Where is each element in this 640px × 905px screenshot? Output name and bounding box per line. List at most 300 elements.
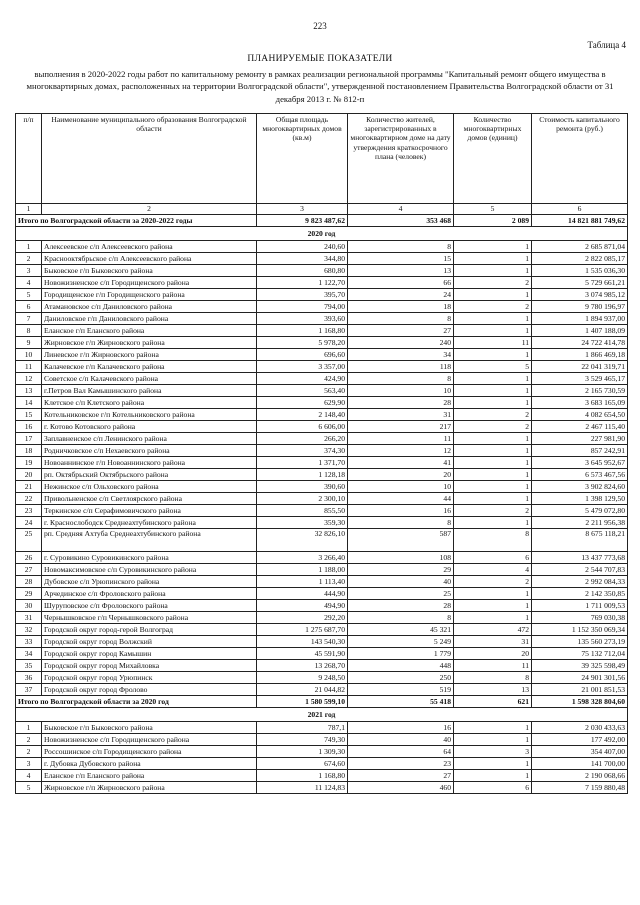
table-row [16,349,628,361]
table-row [16,600,628,612]
cost-value: 5 729 661,21 [532,277,628,289]
houses-value: 2 [454,277,532,289]
area-value: 393,60 [257,313,348,325]
municipality-name: Быковское г/п Быковского района [42,265,257,277]
houses-value: 8 [454,672,532,684]
total-label: Итого по Волгоградской области за 2020 год [16,696,257,708]
residents-value: 31 [348,409,454,421]
cost-value: 769 030,38 [532,612,628,624]
houses-value: 1 [454,433,532,445]
row-number: 20 [16,469,42,481]
total-label: Итого по Волгоградской области за 2020-2022 годы [16,215,257,227]
houses-value: 1 [454,313,532,325]
section-heading-2021 [16,708,628,722]
row-number: 18 [16,445,42,457]
residents-value: 20 [348,469,454,481]
table-row [16,612,628,624]
municipality-name: г. Дубовка Дубовского района [42,758,257,770]
area-value: 13 268,70 [257,660,348,672]
table-label: Таблица 4 [587,40,626,50]
column-number: 4 [348,204,454,215]
area-value: 2 148,40 [257,409,348,421]
row-number: 30 [16,600,42,612]
total-cost: 1 598 328 804,60 [532,696,628,708]
table-row [16,325,628,337]
residents-value: 587 [348,529,454,552]
residents-value: 34 [348,349,454,361]
area-value: 674,60 [257,758,348,770]
row-number: 23 [16,505,42,517]
table-body [16,204,628,794]
area-value: 395,70 [257,289,348,301]
municipality-name: рп. Октябрьский Октябрьского района [42,469,257,481]
table-row [16,517,628,529]
cost-value: 2 165 730,59 [532,385,628,397]
municipality-name: Россошинское с/п Городищенского района [42,746,257,758]
header-cell: Количество жителей, зарегистрированных в многоквартирном доме на дату утверждения краткосрочного плана (человек) [348,114,454,204]
page-number: 223 [313,21,327,31]
table-row [16,373,628,385]
header-cell: Наименование муниципального образования Волгоградской области [42,114,257,204]
houses-value: 1 [454,493,532,505]
houses-value: 2 [454,301,532,313]
area-value: 45 591,90 [257,648,348,660]
houses-value: 1 [454,481,532,493]
houses-value: 1 [454,612,532,624]
houses-value: 6 [454,782,532,794]
header-cell: Общая площадь многоквартирных домов (кв.м) [257,114,348,204]
area-value: 1 113,40 [257,576,348,588]
municipality-name: г. Котово Котовского района [42,421,257,433]
municipality-name: Атамановское с/п Даниловского района [42,301,257,313]
row-number: 19 [16,457,42,469]
municipality-name: Городской округ город Камышин [42,648,257,660]
total-cost: 14 821 881 749,62 [532,215,628,227]
total-residents: 353 468 [348,215,454,227]
area-value: 359,30 [257,517,348,529]
municipality-name: рп. Средняя Ахтуба Среднеахтубинского района [42,529,257,552]
column-number: 2 [42,204,257,215]
total-residents: 55 418 [348,696,454,708]
table-row [16,746,628,758]
area-value: 374,30 [257,445,348,457]
row-number: 2 [16,253,42,265]
houses-value: 20 [454,648,532,660]
municipality-name: г. Краснослободск Среднеахтубинского района [42,517,257,529]
houses-value: 1 [454,445,532,457]
table-row [16,385,628,397]
residents-value: 18 [348,301,454,313]
area-value: 1 188,00 [257,564,348,576]
houses-value: 4 [454,564,532,576]
area-value: 563,40 [257,385,348,397]
row-number: 5 [16,782,42,794]
residents-value: 27 [348,770,454,782]
cost-value: 3 074 985,12 [532,289,628,301]
row-number: 4 [16,770,42,782]
area-value: 3 357,00 [257,361,348,373]
table-row [16,672,628,684]
cost-value: 3 645 952,67 [532,457,628,469]
residents-value: 28 [348,600,454,612]
row-number: 13 [16,385,42,397]
municipality-name: Краснооктябрьское с/п Алексеевского района [42,253,257,265]
municipality-name: Новожизненское с/п Городищенского района [42,277,257,289]
row-number: 3 [16,758,42,770]
municipality-name: Клетское с/п Клетского района [42,397,257,409]
total-houses: 2 089 [454,215,532,227]
municipality-name: Алексеевское с/п Алексеевского района [42,241,257,253]
residents-value: 23 [348,758,454,770]
municipality-name: Городской округ город Михайловка [42,660,257,672]
cost-value: 177 492,00 [532,734,628,746]
cost-value: 3 902 824,60 [532,481,628,493]
row-number: 35 [16,660,42,672]
municipality-name: Теркинское с/п Серафимовичского района [42,505,257,517]
area-value: 240,60 [257,241,348,253]
houses-value: 3 [454,746,532,758]
total-2020-row [16,696,628,708]
row-number: 2 [16,746,42,758]
cost-value: 24 722 414,78 [532,337,628,349]
municipality-name: Быковское г/п Быковского района [42,722,257,734]
area-value: 390,60 [257,481,348,493]
municipality-name: Новожизненское с/п Городищенского района [42,734,257,746]
table-row [16,529,628,552]
cost-value: 2 822 085,17 [532,253,628,265]
municipality-name: Шуруповское с/п Фроловского района [42,600,257,612]
column-number: 1 [16,204,42,215]
residents-value: 448 [348,660,454,672]
cost-value: 5 479 072,80 [532,505,628,517]
municipality-name: Городской округ город Фролово [42,684,257,696]
houses-value: 1 [454,385,532,397]
houses-value: 31 [454,636,532,648]
municipality-name: Советское с/п Калачевского района [42,373,257,385]
houses-value: 1 [454,734,532,746]
houses-value: 5 [454,361,532,373]
municipality-name: Чернышковское г/п Чернышковского района [42,612,257,624]
area-value: 749,30 [257,734,348,746]
houses-value: 2 [454,505,532,517]
row-number: 28 [16,576,42,588]
column-number: 5 [454,204,532,215]
area-value: 494,90 [257,600,348,612]
cost-value: 3 529 465,17 [532,373,628,385]
houses-value: 1 [454,469,532,481]
row-number: 37 [16,684,42,696]
cost-value: 135 560 273,19 [532,636,628,648]
table-row [16,481,628,493]
section-title: 2020 год [16,227,628,241]
cost-value: 2 467 115,40 [532,421,628,433]
cost-value: 7 159 880,48 [532,782,628,794]
table-row [16,684,628,696]
cost-value: 2 544 707,83 [532,564,628,576]
municipality-name: Городищенское г/п Городищенского района [42,289,257,301]
houses-value: 1 [454,600,532,612]
table-row [16,722,628,734]
area-value: 696,60 [257,349,348,361]
row-number: 14 [16,397,42,409]
row-number: 22 [16,493,42,505]
municipality-name: Городской округ город Волжский [42,636,257,648]
residents-value: 12 [348,445,454,457]
row-number: 12 [16,373,42,385]
cost-value: 141 700,00 [532,758,628,770]
municipality-name: Заплавненское с/п Ленинского района [42,433,257,445]
total-area: 1 580 599,10 [257,696,348,708]
houses-value: 1 [454,373,532,385]
table-row [16,253,628,265]
table-row [16,301,628,313]
residents-value: 519 [348,684,454,696]
cost-value: 3 683 165,09 [532,397,628,409]
houses-value: 1 [454,289,532,301]
residents-value: 25 [348,588,454,600]
table-row [16,758,628,770]
residents-value: 240 [348,337,454,349]
table-row [16,636,628,648]
table-row [16,265,628,277]
municipality-name: Новомаксимовское с/п Суровикинского района [42,564,257,576]
area-value: 1 128,18 [257,469,348,481]
document-title: ПЛАНИРУЕМЫЕ ПОКАЗАТЕЛИ [247,54,393,64]
area-value: 629,90 [257,397,348,409]
area-value: 32 826,10 [257,529,348,552]
residents-value: 15 [348,253,454,265]
table-row [16,445,628,457]
table-row [16,397,628,409]
cost-value: 13 437 773,68 [532,552,628,564]
table-row [16,660,628,672]
area-value: 1 309,30 [257,746,348,758]
table-row [16,505,628,517]
column-number: 3 [257,204,348,215]
area-value: 6 606,00 [257,421,348,433]
municipality-name: Дубовское с/п Урюпинского района [42,576,257,588]
municipality-name: Линевское г/п Жирновского района [42,349,257,361]
total-houses: 621 [454,696,532,708]
municipality-name: г. Суровикино Суровикинского района [42,552,257,564]
area-value: 344,80 [257,253,348,265]
residents-value: 27 [348,325,454,337]
municipality-name: Жирновское г/п Жирновского района [42,337,257,349]
cost-value: 24 901 301,56 [532,672,628,684]
area-value: 444,90 [257,588,348,600]
residents-value: 8 [348,313,454,325]
municipality-name: Арчединское с/п Фроловского района [42,588,257,600]
row-number: 8 [16,325,42,337]
cost-value: 9 780 196,97 [532,301,628,313]
table-row [16,337,628,349]
area-value: 292,20 [257,612,348,624]
row-number: 1 [16,241,42,253]
cost-value: 2 190 068,66 [532,770,628,782]
table-row [16,588,628,600]
area-value: 3 266,40 [257,552,348,564]
cost-value: 1 866 469,18 [532,349,628,361]
residents-value: 5 249 [348,636,454,648]
houses-value: 13 [454,684,532,696]
municipality-name: Еланское г/п Еланского района [42,325,257,337]
houses-value: 1 [454,265,532,277]
residents-value: 24 [348,289,454,301]
column-number-row [16,204,628,215]
column-number: 6 [532,204,628,215]
houses-value: 1 [454,758,532,770]
row-number: 10 [16,349,42,361]
municipality-name: г.Петров Вал Камышинского района [42,385,257,397]
area-value: 424,90 [257,373,348,385]
area-value: 1 371,70 [257,457,348,469]
row-number: 4 [16,277,42,289]
municipality-name: Новоаннинское г/п Новоаннинского района [42,457,257,469]
area-value: 143 540,30 [257,636,348,648]
cost-value: 227 981,90 [532,433,628,445]
residents-value: 1 779 [348,648,454,660]
row-number: 21 [16,481,42,493]
row-number: 16 [16,421,42,433]
table-row [16,782,628,794]
municipality-name: Калачевское г/п Калачевского района [42,361,257,373]
residents-value: 10 [348,385,454,397]
table-row [16,289,628,301]
municipality-name: Даниловское г/п Даниловского района [42,313,257,325]
houses-value: 472 [454,624,532,636]
area-value: 9 248,50 [257,672,348,684]
municipality-name: Нежинское с/п Ольховского района [42,481,257,493]
cost-value: 22 041 319,71 [532,361,628,373]
row-number: 6 [16,301,42,313]
row-number: 32 [16,624,42,636]
table-row [16,552,628,564]
area-value: 1 122,70 [257,277,348,289]
houses-value: 1 [454,588,532,600]
residents-value: 13 [348,265,454,277]
grand-total-row [16,215,628,227]
area-value: 21 044,82 [257,684,348,696]
cost-value: 1 152 350 069,34 [532,624,628,636]
area-value: 266,20 [257,433,348,445]
row-number: 9 [16,337,42,349]
houses-value: 2 [454,409,532,421]
municipality-name: Городской округ город Урюпинск [42,672,257,684]
cost-value: 2 685 871,04 [532,241,628,253]
header-cell: п/п [16,114,42,204]
houses-value: 1 [454,517,532,529]
houses-value: 1 [454,770,532,782]
row-number: 5 [16,289,42,301]
cost-value: 6 573 467,56 [532,469,628,481]
municipality-name: Котельниковское г/п Котельниковского района [42,409,257,421]
area-value: 1 168,80 [257,770,348,782]
total-area: 9 823 487,62 [257,215,348,227]
houses-value: 1 [454,253,532,265]
municipality-name: Родничковское с/п Нехаевского района [42,445,257,457]
cost-value: 857 242,91 [532,445,628,457]
houses-value: 1 [454,457,532,469]
table-row [16,770,628,782]
cost-value: 2 211 956,38 [532,517,628,529]
cost-value: 21 001 851,53 [532,684,628,696]
area-value: 5 978,20 [257,337,348,349]
row-number: 29 [16,588,42,600]
area-value: 855,50 [257,505,348,517]
table-row [16,421,628,433]
municipality-name: Городской округ город-герой Волгоград [42,624,257,636]
table-row [16,241,628,253]
area-value: 794,00 [257,301,348,313]
row-number: 27 [16,564,42,576]
indicators-table [15,113,628,794]
area-value: 787,1 [257,722,348,734]
table-row [16,624,628,636]
table-row [16,469,628,481]
table-row [16,564,628,576]
residents-value: 16 [348,722,454,734]
section-heading-2020 [16,227,628,241]
houses-value: 2 [454,576,532,588]
municipality-name: Привольненское с/п Светлоярского района [42,493,257,505]
residents-value: 44 [348,493,454,505]
table-row [16,493,628,505]
residents-value: 29 [348,564,454,576]
row-number: 25 [16,529,42,552]
row-number: 34 [16,648,42,660]
table-row [16,576,628,588]
cost-value: 1 407 188,09 [532,325,628,337]
cost-value: 354 407,00 [532,746,628,758]
residents-value: 16 [348,505,454,517]
table-row [16,313,628,325]
cost-value: 1 894 937,00 [532,313,628,325]
area-value: 11 124,83 [257,782,348,794]
area-value: 680,80 [257,265,348,277]
row-number: 1 [16,722,42,734]
header-row [16,114,628,204]
header-cell: Количество многоквартирных домов (единиц) [454,114,532,204]
residents-value: 10 [348,481,454,493]
table-row [16,361,628,373]
residents-value: 8 [348,373,454,385]
row-number: 33 [16,636,42,648]
header-cell: Стоимость капитального ремонта (руб.) [532,114,628,204]
residents-value: 40 [348,734,454,746]
cost-value: 8 675 118,21 [532,529,628,552]
houses-value: 6 [454,552,532,564]
area-value: 1 275 687,70 [257,624,348,636]
row-number: 36 [16,672,42,684]
residents-value: 118 [348,361,454,373]
residents-value: 28 [348,397,454,409]
residents-value: 64 [348,746,454,758]
cost-value: 4 082 654,50 [532,409,628,421]
section-title: 2021 год [16,708,628,722]
table-row [16,648,628,660]
document-subtitle: выполнения в 2020-2022 годы работ по капитальному ремонту в рамках реализации региональной программы "Капитальный ремонт общего имущества в многоквартирных домах, расположенных на территории Волгоградской области", утвержденной постановлением Правительства Волгоградской области от 31 декабря 2013 г. № 812-п [26,69,614,104]
row-number: 3 [16,265,42,277]
houses-value: 11 [454,337,532,349]
cost-value: 2 992 084,33 [532,576,628,588]
table-row [16,734,628,746]
row-number: 15 [16,409,42,421]
table-row [16,433,628,445]
residents-value: 66 [348,277,454,289]
row-number: 31 [16,612,42,624]
table-row [16,277,628,289]
cost-value: 1 398 129,50 [532,493,628,505]
